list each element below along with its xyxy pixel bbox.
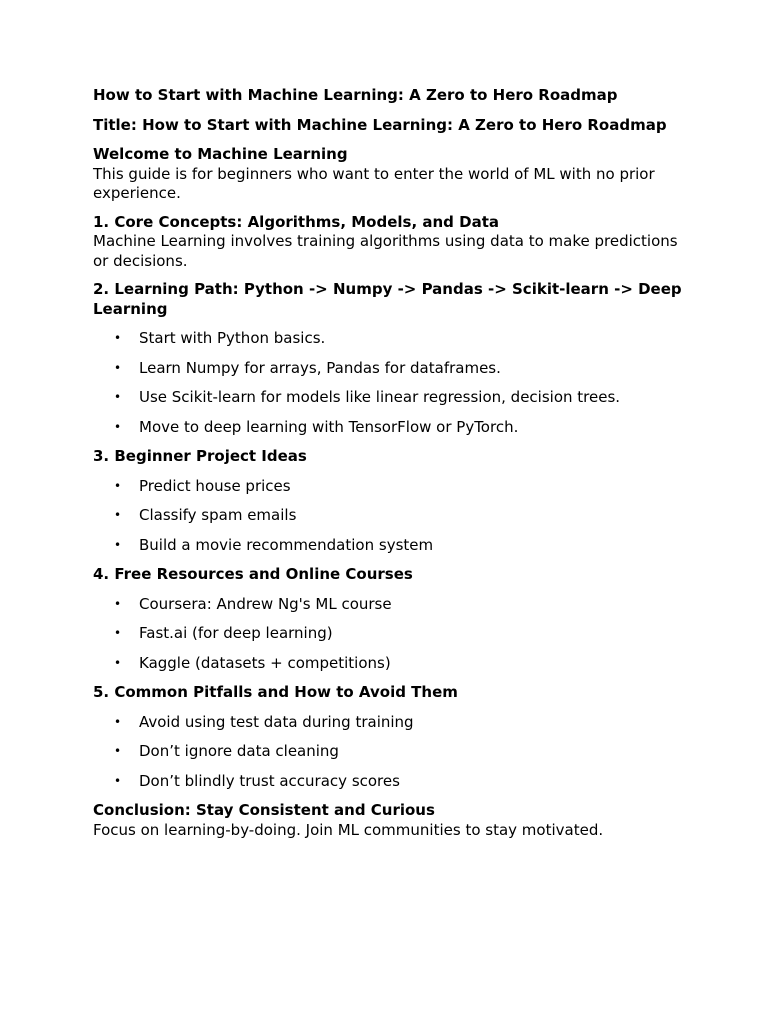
list-item	[93, 388, 683, 408]
list-item	[93, 713, 683, 733]
list-item-text: Fast.ai (for deep learning)	[139, 624, 333, 642]
section-conclusion	[93, 801, 683, 840]
bullet-icon: •	[114, 626, 122, 640]
bullet-icon: •	[114, 714, 122, 729]
list-item-text: Predict house prices	[139, 476, 291, 495]
bullet-icon: •	[114, 419, 122, 434]
list-item	[93, 418, 683, 438]
bullet-icon: •	[114, 744, 122, 758]
list-item-text: Don’t ignore data cleaning	[139, 742, 339, 760]
bullet-list	[93, 713, 683, 792]
list-item	[93, 506, 683, 526]
bullet-icon: •	[114, 390, 122, 404]
list-item	[93, 359, 683, 379]
section-body: This guide is for beginners who want to enter the world of ML with no prior experience.	[93, 164, 655, 202]
list-item-text: Avoid using test data during training	[139, 712, 414, 731]
list-item-text: Use Scikit-learn for models like linear regression, decision trees.	[139, 388, 621, 406]
section-learning-path	[93, 280, 683, 437]
bullet-icon: •	[114, 478, 122, 493]
bullet-list	[93, 595, 683, 674]
bullet-icon: •	[114, 508, 122, 522]
bullet-icon: •	[114, 655, 122, 670]
bullet-icon: •	[114, 537, 122, 552]
section-project-ideas	[93, 447, 683, 555]
section-resources	[93, 565, 683, 673]
list-item	[93, 742, 683, 762]
section-pitfalls	[93, 683, 683, 791]
section-heading: 1. Core Concepts: Algorithms, Models, and Data	[93, 212, 499, 231]
document-heading: How to Start with Machine Learning: A Zero to Hero Roadmap	[93, 86, 618, 104]
bullet-list	[93, 477, 683, 556]
list-item	[93, 329, 683, 349]
bullet-icon: •	[114, 360, 122, 375]
list-item	[93, 595, 683, 615]
document-page	[93, 86, 683, 849]
list-item-text: Kaggle (datasets + competitions)	[139, 653, 391, 672]
section-core-concepts	[93, 213, 683, 272]
list-item	[93, 624, 683, 644]
list-item-text: Coursera: Andrew Ng's ML course	[139, 594, 392, 613]
list-item-text: Move to deep learning with TensorFlow or PyTorch.	[139, 417, 519, 436]
section-heading: 4. Free Resources and Online Courses	[93, 565, 413, 583]
list-item-text: Start with Python basics.	[139, 329, 326, 347]
section-heading: 3. Beginner Project Ideas	[93, 447, 307, 465]
list-item	[93, 654, 683, 674]
list-item-text: Build a movie recommendation system	[139, 535, 434, 554]
list-item	[93, 477, 683, 497]
list-item	[93, 772, 683, 792]
list-item-text: Learn Numpy for arrays, Pandas for dataframes.	[139, 358, 501, 377]
section-heading: Conclusion: Stay Consistent and Curious	[93, 801, 435, 819]
section-welcome	[93, 145, 683, 204]
document-title-line: Title: How to Start with Machine Learning: A Zero to Hero Roadmap	[93, 115, 667, 134]
section-heading: 5. Common Pitfalls and How to Avoid Them	[93, 683, 458, 701]
list-item-text: Classify spam emails	[139, 506, 297, 524]
section-body: Focus on learning-by-doing. Join ML communities to stay motivated.	[93, 820, 604, 839]
bullet-icon: •	[114, 773, 122, 788]
list-item	[93, 536, 683, 556]
bullet-icon: •	[114, 331, 122, 345]
section-heading: Welcome to Machine Learning	[93, 145, 348, 163]
list-item-text: Don’t blindly trust accuracy scores	[139, 771, 400, 790]
bullet-icon: •	[114, 596, 122, 611]
bullet-list	[93, 329, 683, 437]
section-heading: 2. Learning Path: Python -> Numpy -> Pandas -> Scikit-learn -> Deep Learning	[93, 280, 682, 318]
section-body: Machine Learning involves training algorithms using data to make predictions or decisions.	[93, 232, 678, 270]
